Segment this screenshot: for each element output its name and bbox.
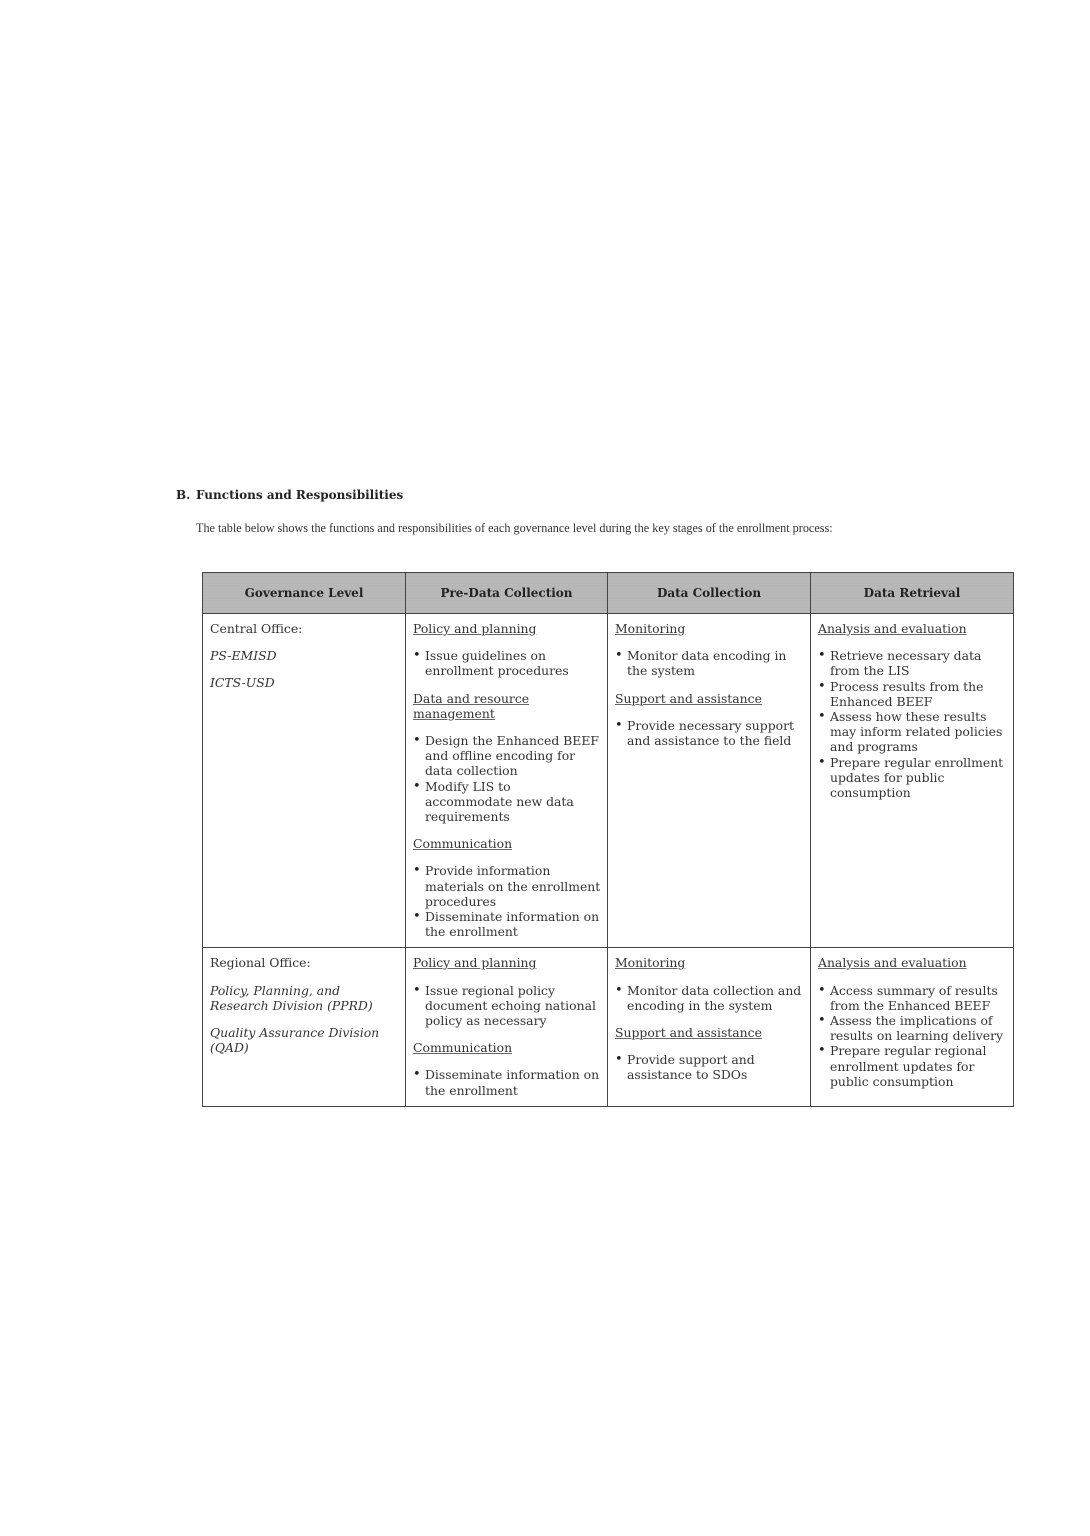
governance-unit: Policy, Planning, and Research Division (PPRD) (210, 982, 373, 1013)
bullet-item: • Issue guidelines on enrollment procedures (413, 648, 601, 678)
bullet-item: • Modify LIS to accommodate new data requirements (413, 779, 601, 825)
intro-paragraph: The table below shows the functions and responsibilities of each governance level during the key stages of the enrollment process: (196, 521, 833, 535)
function-group (818, 955, 1007, 1089)
bullet-list (818, 983, 1007, 1089)
governance-label: Regional Office: (210, 955, 311, 971)
header-data-collection: Data Collection (608, 573, 811, 614)
function-heading: Communication (413, 836, 513, 852)
bullet-item: • Monitor data encoding in the system (615, 648, 804, 678)
function-group (615, 691, 804, 749)
function-heading: Analysis and evaluation (818, 955, 967, 971)
function-group (413, 621, 601, 679)
functions-responsibilities-table (202, 572, 1014, 1107)
bullet-list (413, 733, 601, 824)
bullet-item: • Issue regional policy document echoing national policy as necessary (413, 983, 601, 1029)
bullet-item: • Prepare regular enrollment updates for public consumption (818, 755, 1007, 801)
bullet-list (818, 648, 1007, 800)
section-title: Functions and Responsibilities (196, 488, 404, 502)
bullet-list (413, 863, 601, 939)
table-row (203, 948, 1014, 1106)
bullet-list (615, 983, 804, 1013)
governance-label: Central Office: (210, 621, 303, 636)
bullet-item: • Provide information materials on the enrollment procedures (413, 863, 601, 909)
function-heading: Analysis and evaluation (818, 621, 967, 636)
data-retrieval-cell (811, 948, 1014, 1106)
function-group (615, 621, 804, 679)
function-heading: Policy and planning (413, 955, 537, 971)
bullet-item: • Provide support and assistance to SDOs (615, 1052, 804, 1082)
pre-data-collection-cell (406, 614, 608, 948)
data-retrieval-cell (811, 614, 1014, 948)
function-group (615, 955, 804, 1013)
section-letter: B. (176, 488, 191, 502)
governance-unit: PS-EMISD (210, 648, 277, 664)
function-heading: Policy and planning (413, 621, 537, 636)
data-collection-cell (608, 614, 811, 948)
governance-cell (203, 614, 406, 948)
bullet-item: • Retrieve necessary data from the LIS (818, 648, 1007, 678)
bullet-list (615, 648, 804, 678)
pre-data-collection-cell (406, 948, 608, 1106)
bullet-item: • Disseminate information on the enrollment (413, 1067, 601, 1097)
function-heading: Data and resource management (413, 690, 530, 721)
bullet-item: • Assess the implications of results on learning delivery (818, 1013, 1007, 1043)
function-group (413, 836, 601, 939)
bullet-item: • Process results from the Enhanced BEEF (818, 679, 1007, 709)
bullet-item: • Design the Enhanced BEEF and offline encoding for data collection (413, 733, 601, 779)
section-heading (176, 488, 403, 502)
bullet-item: • Prepare regular regional enrollment updates for public consumption (818, 1043, 1007, 1089)
bullet-item: • Access summary of results from the Enhanced BEEF (818, 983, 1007, 1013)
function-heading: Monitoring (615, 955, 686, 971)
function-group (818, 621, 1007, 800)
bullet-item: • Provide necessary support and assistance to the field (615, 718, 804, 748)
bullet-list (413, 648, 601, 678)
governance-cell (203, 948, 406, 1106)
bullet-item: • Disseminate information on the enrollment (413, 909, 601, 939)
function-heading: Communication (413, 1040, 513, 1056)
function-group (615, 1025, 804, 1083)
governance-unit: ICTS-USD (210, 675, 275, 691)
governance-unit: Quality Assurance Division (QAD) (210, 1025, 380, 1056)
function-group (413, 1040, 601, 1098)
bullet-list (615, 1052, 804, 1082)
function-group (413, 955, 601, 1028)
header-pre-data-collection: Pre-Data Collection (406, 573, 608, 614)
header-governance-level: Governance Level (203, 573, 406, 614)
bullet-list (413, 1067, 601, 1097)
bullet-item: • Assess how these results may inform related policies and programs (818, 709, 1007, 755)
function-heading: Support and assistance (615, 1025, 762, 1041)
bullet-list (413, 983, 601, 1029)
data-collection-cell (608, 948, 811, 1106)
bullet-item: • Monitor data collection and encoding in the system (615, 983, 804, 1013)
header-data-retrieval: Data Retrieval (811, 573, 1014, 614)
function-group (413, 691, 601, 825)
table-header-row (203, 573, 1014, 614)
function-heading: Monitoring (615, 621, 686, 636)
function-heading: Support and assistance (615, 690, 762, 706)
table-row (203, 614, 1014, 948)
bullet-list (615, 718, 804, 748)
